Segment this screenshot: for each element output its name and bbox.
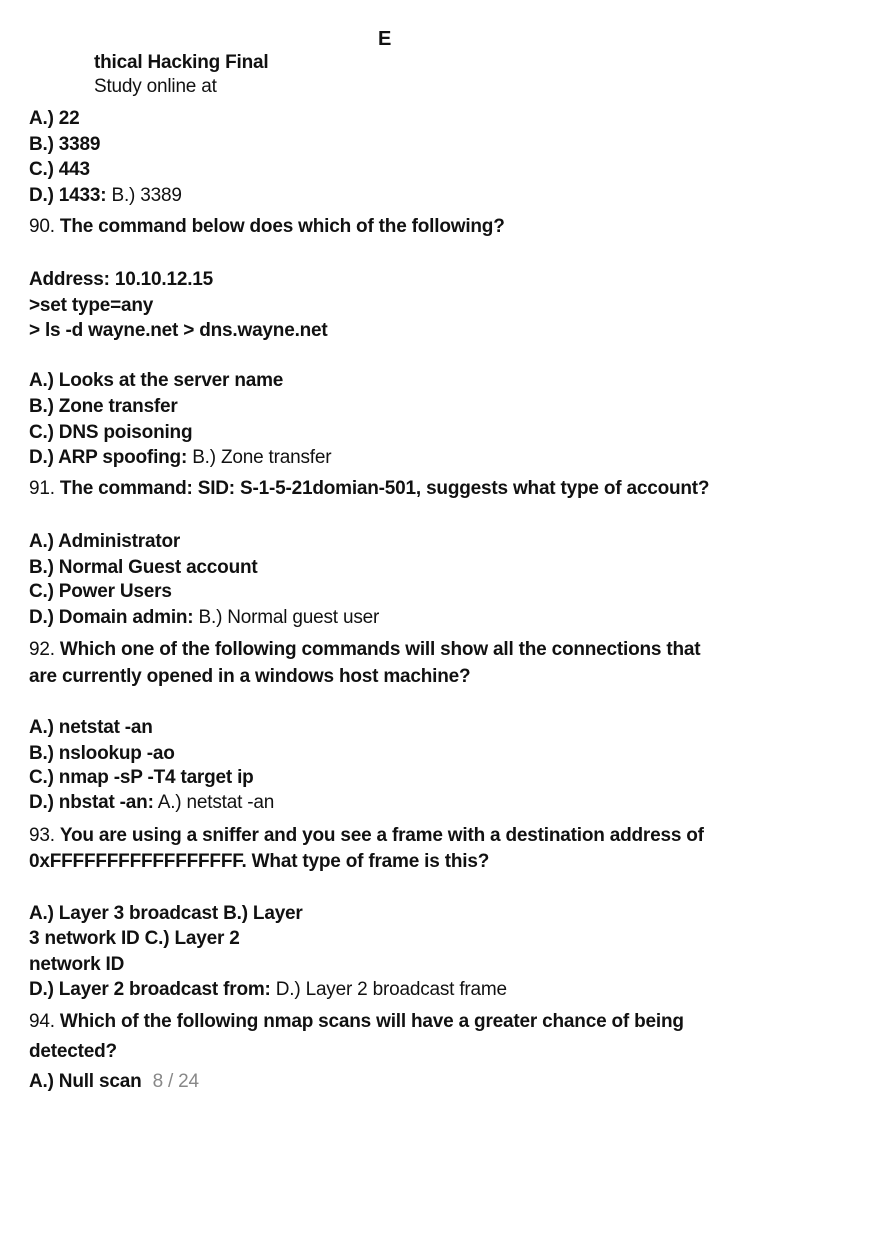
q92-answer: A.) netstat -an	[157, 792, 275, 813]
q94-question-text: detected?	[29, 1041, 117, 1062]
q93-option-line: network ID	[29, 954, 125, 975]
q91-option-c: C.) Power Users	[29, 581, 172, 602]
page-number: 8 / 24	[152, 1071, 199, 1092]
q92-question	[29, 638, 700, 662]
q91-option-b: B.) Normal Guest account	[29, 557, 258, 578]
q90-number: 90.	[29, 216, 55, 237]
q91-number: 91.	[29, 478, 55, 499]
q92-option-d-answer	[29, 791, 274, 815]
q89-answer: B.) 3389	[111, 185, 182, 206]
q90-option-d: D.) ARP spoofing:	[29, 447, 188, 468]
q92-option-a: A.) netstat -an	[29, 717, 153, 738]
q92-option-b: B.) nslookup -ao	[29, 743, 175, 764]
q89-option-c: C.) 443	[29, 159, 90, 180]
q89-option-d-answer	[29, 184, 182, 208]
q90-option-a: A.) Looks at the server name	[29, 370, 284, 391]
q94-question	[29, 1010, 684, 1034]
q93-question	[29, 824, 704, 848]
q93-option-line: A.) Layer 3 broadcast B.) Layer	[29, 903, 303, 924]
q91-option-d: D.) Domain admin:	[29, 607, 194, 628]
q93-question-text: 0xFFFFFFFFFFFFFFFFF. What type of frame is this?	[29, 851, 490, 872]
q89-option-a: A.) 22	[29, 108, 80, 129]
q90-code-line: >set type=any	[29, 295, 154, 316]
q90-code-line: > ls -d wayne.net > dns.wayne.net	[29, 320, 328, 341]
q94-question-text: Which of the following nmap scans will have a greater chance of being	[59, 1011, 684, 1032]
q94-option-a-line	[29, 1070, 199, 1094]
q90-answer: B.) Zone transfer	[192, 447, 332, 468]
q93-option-d: D.) Layer 2 broadcast from:	[29, 979, 271, 1000]
q90-option-c: C.) DNS poisoning	[29, 422, 193, 443]
q90-option-d-answer	[29, 446, 331, 470]
q91-option-a: A.) Administrator	[29, 531, 181, 552]
q91-answer: B.) Normal guest user	[198, 607, 380, 628]
q90-code-line: Address: 10.10.12.15	[29, 269, 214, 290]
q92-number: 92.	[29, 639, 55, 660]
q89-option-d: D.) 1433:	[29, 185, 107, 206]
q93-option-d-answer	[29, 978, 507, 1002]
q93-number: 93.	[29, 825, 55, 846]
q89-option-b: B.) 3389	[29, 134, 101, 155]
q90-question-text: The command below does which of the following?	[59, 216, 505, 237]
q94-number: 94.	[29, 1011, 55, 1032]
q90-question	[29, 215, 505, 239]
q91-option-d-answer	[29, 606, 379, 630]
header-letter: E	[378, 28, 392, 50]
q92-question-text: are currently opened in a windows host machine?	[29, 666, 471, 687]
q94-option-a: A.) Null scan	[29, 1071, 142, 1092]
q92-question-text: Which one of the following commands will show all the connections that	[59, 639, 701, 660]
q91-question	[29, 477, 709, 501]
q92-option-d: D.) nbstat -an:	[29, 792, 154, 813]
q93-option-line: 3 network ID C.) Layer 2	[29, 928, 240, 949]
document-title: thical Hacking Final	[94, 52, 269, 73]
q93-answer: D.) Layer 2 broadcast frame	[275, 979, 507, 1000]
document-subtitle: Study online at	[94, 76, 217, 97]
q90-option-b: B.) Zone transfer	[29, 396, 178, 417]
q91-question-text: The command: SID: S-1-5-21domian-501, suggests what type of account?	[59, 478, 710, 499]
q92-option-c: C.) nmap -sP -T4 target ip	[29, 767, 254, 788]
q93-question-text: You are using a sniffer and you see a frame with a destination address of	[59, 825, 704, 846]
